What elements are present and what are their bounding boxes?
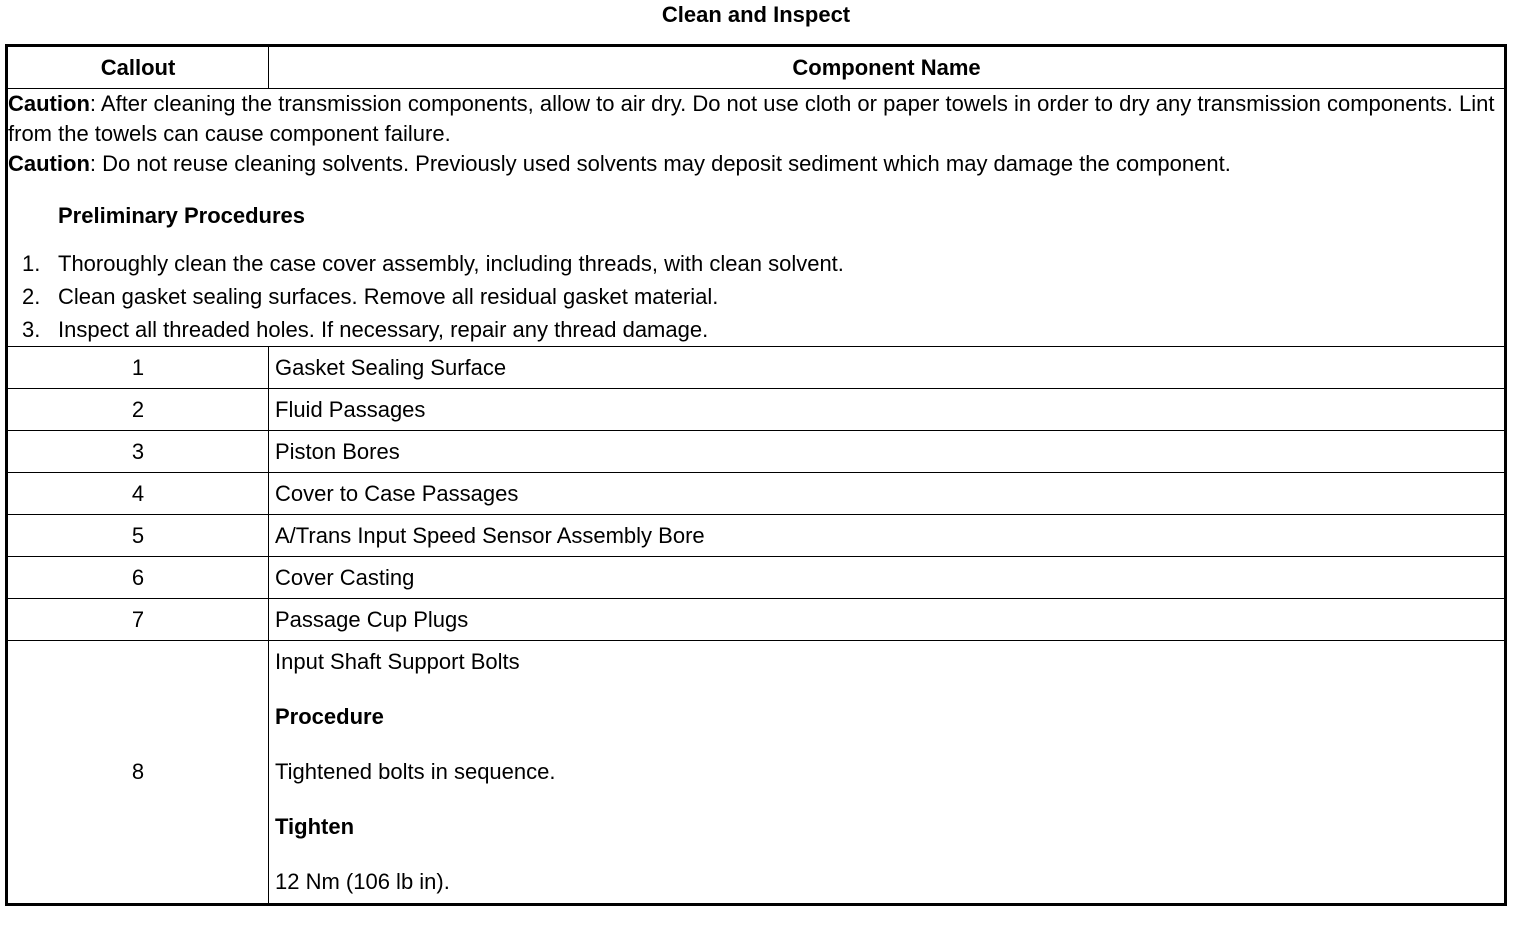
component-name-cell: Gasket Sealing Surface: [269, 347, 1506, 389]
table-row: [7, 473, 1506, 515]
table-header-row: [7, 46, 1506, 89]
component-name-cell: Fluid Passages: [269, 389, 1506, 431]
table-row: [7, 515, 1506, 557]
callout-cell: 7: [7, 599, 269, 641]
list-item: [8, 313, 1504, 346]
step-text: Thoroughly clean the case cover assembly, including threads, with clean solvent.: [58, 251, 844, 276]
preliminary-procedures-title: Preliminary Procedures: [58, 203, 306, 228]
component-name-cell: A/Trans Input Speed Sensor Assembly Bore: [269, 515, 1506, 557]
caution-text: : Do not reuse cleaning solvents. Previously used solvents may deposit sediment which may damage the component.: [89, 151, 1231, 176]
tighten-value: 12 Nm (106 lb in).: [275, 869, 450, 894]
caution-text: : After cleaning the transmission components, allow to air dry. Do not use cloth or paper towels in order to dry any transmission components. Lint from the towels can cause component failure.: [8, 91, 1495, 146]
page-title: Clean and Inspect: [661, 2, 851, 27]
component-name-cell: Cover to Case Passages: [269, 473, 1506, 515]
step-number: 2.: [22, 284, 41, 309]
callout-cell: 4: [7, 473, 269, 515]
callout-cell: 5: [7, 515, 269, 557]
caution-note: [8, 89, 1504, 149]
callout-cell: 8: [7, 641, 269, 905]
table-row: [7, 389, 1506, 431]
list-item: [8, 247, 1504, 280]
preliminary-steps-list: [8, 247, 1504, 346]
table-row: [7, 641, 1506, 905]
callout-cell: 1: [7, 347, 269, 389]
callout-cell: 2: [7, 389, 269, 431]
component-name-cell: Piston Bores: [269, 431, 1506, 473]
notes-row: [7, 89, 1506, 347]
tighten-label: Tighten: [275, 814, 355, 839]
step-text: Clean gasket sealing surfaces. Remove all residual gasket material.: [58, 284, 719, 309]
component-name-cell: [269, 641, 1506, 905]
caution-label: Caution: [8, 151, 90, 176]
notes-cell: [7, 89, 1506, 347]
callout-cell: 3: [7, 431, 269, 473]
table-row: [7, 431, 1506, 473]
table-row: [7, 599, 1506, 641]
list-item: [8, 280, 1504, 313]
table-row: [7, 347, 1506, 389]
procedure-text: Tightened bolts in sequence.: [275, 759, 556, 784]
step-number: 1.: [22, 251, 41, 276]
component-name-cell: Cover Casting: [269, 557, 1506, 599]
step-text: Inspect all threaded holes. If necessary, repair any thread damage.: [58, 317, 709, 342]
table-row: [7, 557, 1506, 599]
caution-note: [8, 149, 1504, 179]
component-name-text: Input Shaft Support Bolts: [275, 649, 520, 674]
column-header-callout: Callout: [7, 46, 269, 89]
procedure-label: Procedure: [275, 704, 384, 729]
component-table: [5, 44, 1507, 906]
step-number: 3.: [22, 317, 41, 342]
callout-cell: 6: [7, 557, 269, 599]
caution-label: Caution: [8, 91, 90, 116]
column-header-component-name: Component Name: [269, 46, 1506, 89]
component-name-cell: Passage Cup Plugs: [269, 599, 1506, 641]
